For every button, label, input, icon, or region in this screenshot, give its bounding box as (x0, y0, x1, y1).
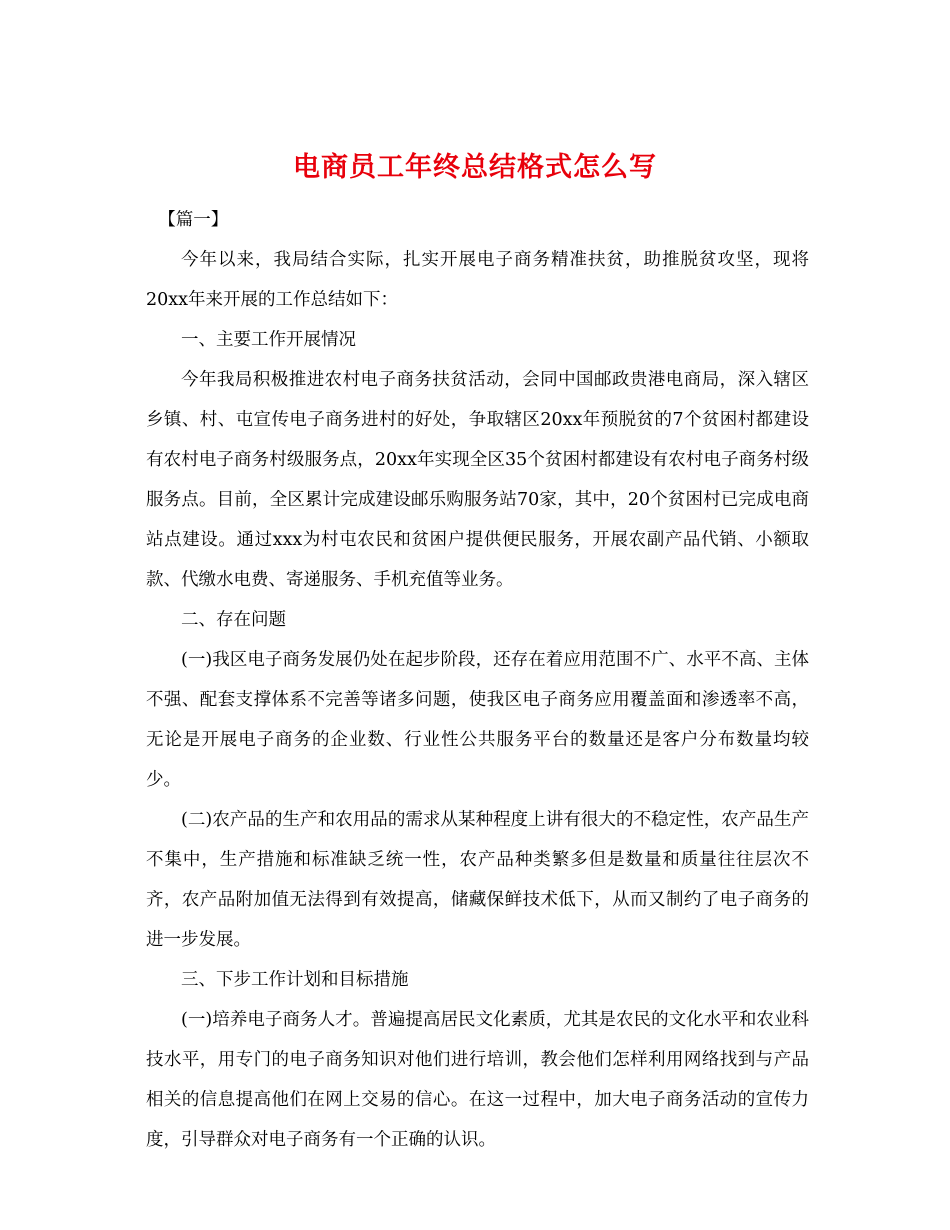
next-steps-paragraph-1: (一)培养电子商务人才。普遍提高居民文化素质，尤其是农民的文化水平和农业科技水平，用专门的电子商务知识对他们进行培训，教会他们怎样利用网络找到与产品相关的信息提高他们在网上交易的信心。在这一过程中，加大电子商务活动的宣传力度，引导群众对电子商务有一个正确的认识。 (146, 1010, 809, 1150)
section-marker: 【篇一】 (158, 210, 229, 230)
heading-main-work: 一、主要工作开展情况 (181, 330, 356, 350)
document-title: 电商员工年终总结格式怎么写 (293, 152, 657, 184)
heading-next-steps: 三、下步工作计划和目标措施 (181, 970, 409, 990)
main-work-paragraph: 今年我局积极推进农村电子商务扶贫活动，会同中国邮政贵港电商局，深入辖区乡镇、村、屯宣传电子商务进村的好处，争取辖区20xx年预脱贫的7个贫困村都建设有农村电子商务村级服务点，20xx年实现全区35个贫困村都建设有农村电子商务村级服务点。目前，全区累计完成建设邮乐购服务站70家，其中，20个贫困村已完成电商站点建设。通过xxx为村屯农民和贫困户提供便民服务，开展农副产品代销、小额取款、代缴水电费、寄递服务、手机充值等业务。 (146, 370, 809, 590)
document-body (146, 200, 809, 1160)
intro-paragraph: 今年以来，我局结合实际，扎实开展电子商务精准扶贫，助推脱贫攻坚，现将20xx年来开展的工作总结如下： (146, 250, 809, 310)
problem-paragraph-1: (一)我区电子商务发展仍处在起步阶段，还存在着应用范围不广、水平不高、主体不强、配套支撑体系不完善等诸多问题，使我区电子商务应用覆盖面和渗透率不高，无论是开展电子商务的企业数、行业性公共服务平台的数量还是客户分布数量均较少。 (146, 650, 809, 790)
problem-paragraph-2: (二)农产品的生产和农用品的需求从某种程度上讲有很大的不稳定性，农产品生产不集中，生产措施和标准缺乏统一性，农产品种类繁多但是数量和质量往往层次不齐，农产品附加值无法得到有效提高，储藏保鲜技术低下，从而又制约了电子商务的进一步发展。 (146, 810, 809, 950)
heading-problems: 二、存在问题 (181, 610, 286, 630)
